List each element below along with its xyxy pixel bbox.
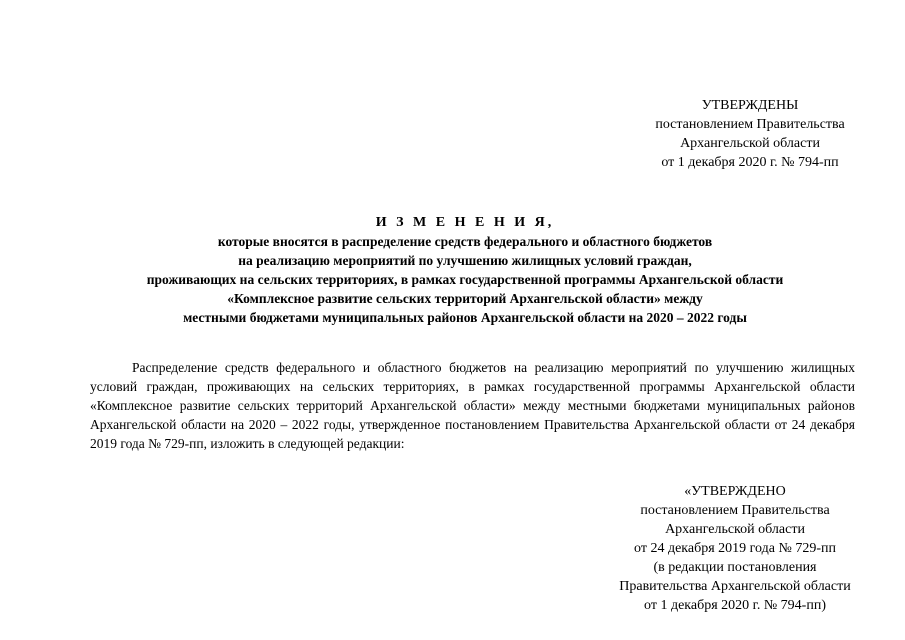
title-line-3: проживающих на сельских территориях, в рамках государственной программы Архангельской области [146,272,784,287]
approval-bottom-line-3: Архангельской области [665,522,805,537]
approval-stamp-top [630,96,870,172]
title-line-4: «Комплексное развитие сельских территорий Архангельской области» между [227,291,703,306]
approval-bottom-line-7: от 1 декабря 2020 г. № 794-пп) [644,598,826,613]
approval-bottom-line-2: постановлением Правительства [640,503,830,518]
approval-bottom-line-6: Правительства Архангельской области [619,579,851,594]
approval-top-line-3: Архангельской области [680,136,820,151]
title-line-5: местными бюджетами муниципальных районов Архангельской области на 2020 – 2022 годы [183,310,747,325]
approval-top-line-1: УТВЕРЖДЕНЫ [701,98,799,113]
title-heading: И З М Е Н Е Н И Я, [375,215,555,230]
document-title [60,213,870,327]
title-line-1: которые вносятся в распределение средств федерального и областного бюджетов [217,234,713,249]
approval-bottom-line-4: от 24 декабря 2019 года № 729-пп [634,541,836,556]
title-line-2: на реализацию мероприятий по улучшению жилищных условий граждан, [238,253,692,268]
approval-bottom-line-1: «УТВЕРЖДЕНО [684,484,786,499]
approval-stamp-bottom [600,482,870,615]
approval-bottom-line-5: (в редакции постановления [653,560,817,575]
approval-top-line-4: от 1 декабря 2020 г. № 794-пп [661,155,839,170]
body-paragraph: Распределение средств федерального и областного бюджетов на реализацию мероприятий по улучшению жилищных условий граждан, проживающих на сельских территориях, в рамках государственной программы Архангельской области «Комплексное развитие сельских территорий Архангельской области» между местными бюджетами муниципальных районов Архангельской области на 2020 – 2022 годы, утвержденное постановлением Правительства Архангельской области от 24 декабря 2019 года № 729-пп, изложить в следующей редакции: [90,360,855,451]
approval-top-line-2: постановлением Правительства [655,117,845,132]
